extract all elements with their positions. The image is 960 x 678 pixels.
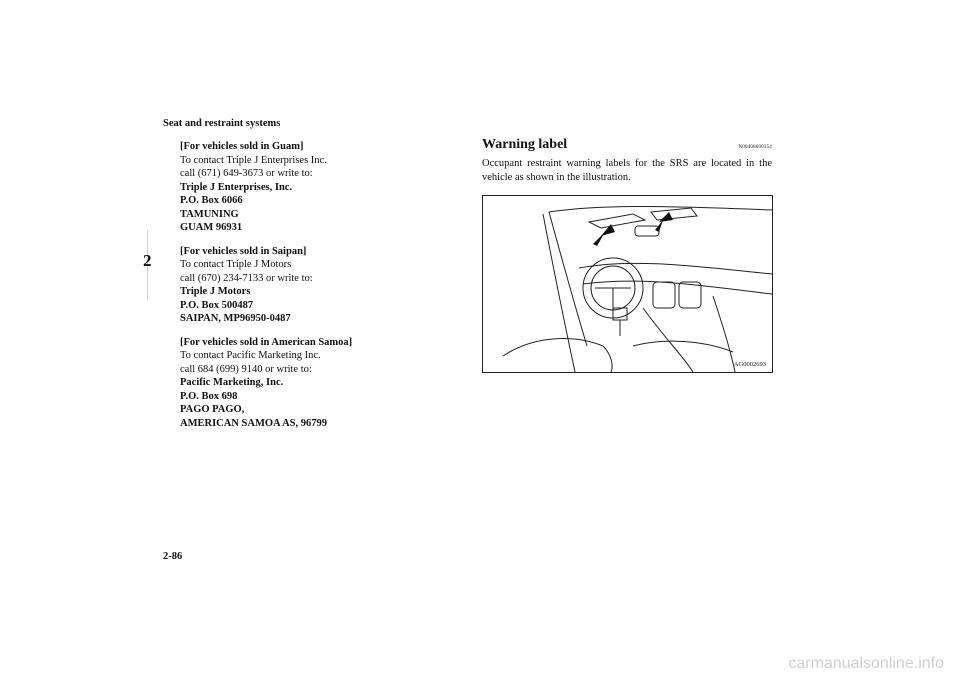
- samoa-address-line: AMERICAN SAMOA AS, 96799: [180, 417, 328, 429]
- saipan-line: To contact Triple J Motors: [180, 259, 292, 270]
- samoa-heading: [For vehicles sold in American Samoa]: [180, 336, 353, 348]
- section-tab-number: 2: [143, 251, 152, 270]
- samoa-line: call 684 (699) 9140 or write to:: [180, 363, 312, 375]
- guam-address-line: Triple J Enterprises, Inc.: [180, 181, 293, 193]
- guam-address-line: P.O. Box 6066: [180, 195, 243, 206]
- saipan-block: [180, 245, 420, 326]
- guam-line: call (671) 649-3673 or write to:: [180, 168, 313, 179]
- saipan-address-line: P.O. Box 500487: [180, 299, 254, 311]
- section-tab: [0, 230, 152, 300]
- guam-line: To contact Triple J Enterprises Inc.: [180, 154, 327, 166]
- samoa-address-line: Pacific Marketing, Inc.: [180, 377, 284, 388]
- body-paragraph: Occupant restraint warning labels for the SRS are located in the vehicle as shown in the illustration.: [482, 158, 772, 183]
- saipan-address-line: Triple J Motors: [180, 286, 251, 297]
- contact-column: [180, 140, 420, 430]
- figure-code: AG0002693: [733, 361, 766, 368]
- page-number: 2-86: [163, 551, 183, 562]
- warning-label-section: [482, 137, 772, 184]
- saipan-heading: [For vehicles sold in Saipan]: [180, 245, 307, 257]
- samoa-address-line: PAGO PAGO,: [180, 404, 245, 415]
- reference-code: N00408600354: [738, 145, 772, 150]
- samoa-block: [180, 336, 420, 431]
- watermark: carmanualsonline.info: [788, 655, 944, 672]
- saipan-address-line: SAIPAN, MP96950-0487: [180, 313, 291, 324]
- guam-heading: [For vehicles sold in Guam]: [180, 141, 304, 152]
- page-header: Seat and restraint systems: [163, 118, 281, 129]
- guam-block: [180, 140, 420, 235]
- dashboard-illustration: [483, 196, 772, 372]
- guam-address-line: GUAM 96931: [180, 222, 243, 233]
- saipan-line: call (670) 234-7133 or write to:: [180, 272, 313, 284]
- samoa-line: To contact Pacific Marketing Inc.: [180, 350, 321, 361]
- guam-address-line: TAMUNING: [180, 208, 239, 220]
- samoa-address-line: P.O. Box 698: [180, 390, 238, 402]
- section-title: Warning label: [482, 137, 568, 152]
- illustration-frame: [482, 195, 773, 373]
